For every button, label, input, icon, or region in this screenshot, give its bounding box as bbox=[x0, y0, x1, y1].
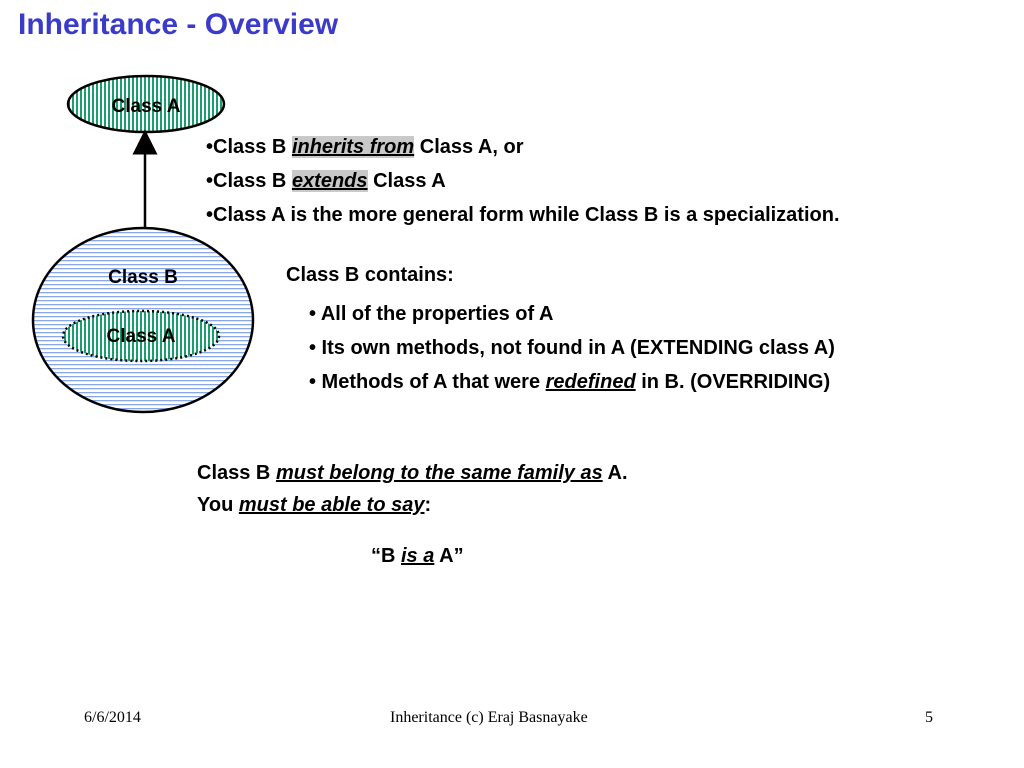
family-line-1 bbox=[197, 462, 628, 485]
bullet-general-form bbox=[206, 204, 840, 227]
footer-center: Inheritance (c) Eraj Basnayake bbox=[390, 709, 588, 726]
contains-item-text: • Its own methods, not found in A (EXTENDING class A) bbox=[309, 337, 835, 359]
bullet-extends bbox=[206, 170, 446, 193]
class-a-inner-label: Class A bbox=[106, 326, 176, 347]
class-a-top-label: Class A bbox=[111, 96, 181, 117]
bullet-text: •Class A is the more general form while Class B is a specialization. bbox=[206, 204, 840, 226]
family-text: : bbox=[424, 494, 432, 516]
bullet-text: Class A, or bbox=[414, 136, 524, 158]
is-a-quote bbox=[371, 545, 464, 568]
slide-title: Inheritance - Overview bbox=[18, 8, 339, 41]
contains-heading: Class B contains: bbox=[286, 264, 454, 286]
contains-item-text: in B. (OVERRIDING) bbox=[635, 371, 831, 393]
contains-item-emphasis: redefined bbox=[545, 371, 636, 393]
quote-text: A” bbox=[434, 545, 464, 567]
footer-page-number: 5 bbox=[925, 709, 933, 726]
bullet-emphasis: inherits from bbox=[291, 136, 415, 158]
bullet-text: •Class B bbox=[206, 136, 292, 158]
family-emphasis: must belong to the same family as bbox=[275, 462, 603, 484]
quote-emphasis: is a bbox=[401, 545, 435, 567]
family-text: You bbox=[197, 494, 239, 516]
footer-date: 6/6/2014 bbox=[84, 709, 141, 726]
bullet-text: •Class B bbox=[206, 170, 292, 192]
contains-item-properties bbox=[309, 303, 553, 326]
contains-item-text: • All of the properties of A bbox=[309, 303, 554, 325]
bullet-inherits bbox=[206, 136, 523, 159]
family-line-2 bbox=[197, 494, 431, 517]
contains-item-redefined bbox=[309, 371, 830, 394]
family-text: Class B bbox=[197, 462, 276, 484]
contains-item-own-methods bbox=[309, 337, 835, 360]
bullet-emphasis: extends bbox=[291, 170, 368, 192]
family-text: A. bbox=[602, 462, 628, 484]
bullet-text: Class A bbox=[367, 170, 446, 192]
quote-text: “B bbox=[371, 545, 401, 567]
contains-item-text: • Methods of A that were bbox=[309, 371, 546, 393]
family-emphasis: must be able to say bbox=[238, 494, 425, 516]
class-b-label: Class B bbox=[108, 267, 178, 288]
